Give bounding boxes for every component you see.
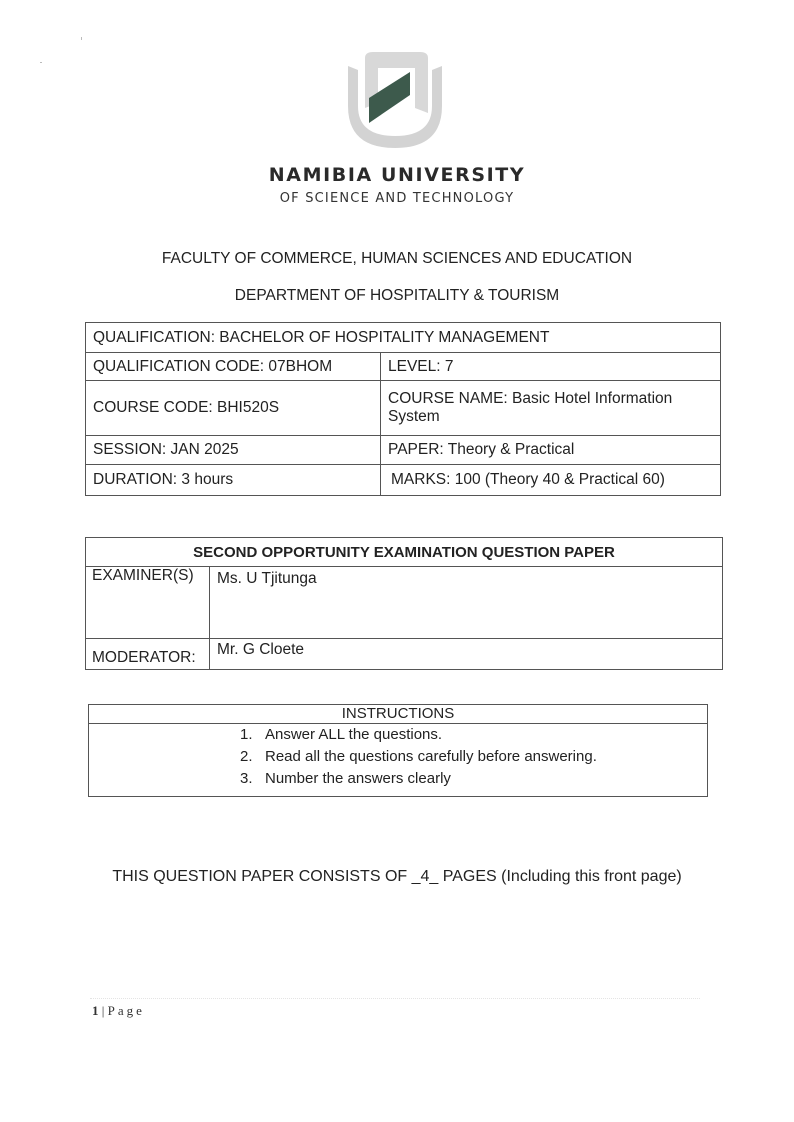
table-row <box>86 567 723 639</box>
page-footer <box>92 1003 145 1019</box>
faculty-heading: FACULTY OF COMMERCE, HUMAN SCIENCES AND EDUCATION <box>161 250 633 267</box>
moderator-value: Mr. G Cloete <box>210 639 723 670</box>
page-number: 1 <box>92 1003 99 1018</box>
instruction-text: Number the answers clearly <box>265 770 451 787</box>
instruction-number: 1. <box>240 726 253 743</box>
examiner-label: EXAMINER(S) <box>86 567 210 639</box>
instructions-title: INSTRUCTIONS <box>89 705 707 724</box>
university-name: NAMIBIA UNIVERSITY <box>268 164 526 186</box>
instruction-number: 2. <box>240 748 253 765</box>
instruction-number: 3. <box>240 770 253 787</box>
instructions-list <box>89 724 707 796</box>
instruction-text: Answer ALL the questions. <box>265 726 443 743</box>
instruction-text: Read all the questions carefully before answering. <box>265 748 597 765</box>
qualification-cell: QUALIFICATION: BACHELOR OF HOSPITALITY MANAGEMENT <box>86 323 721 353</box>
footer-separator: | <box>101 1003 105 1018</box>
course-name-cell <box>381 381 721 436</box>
course-name-line2: System <box>388 408 440 425</box>
course-name-line1: COURSE NAME: Basic Hotel Information <box>388 390 673 407</box>
table-row <box>86 639 723 670</box>
level-cell: LEVEL: 7 <box>381 353 721 381</box>
course-code-cell: COURSE CODE: BHI520S <box>86 381 381 436</box>
scan-speck <box>40 62 42 63</box>
table-row <box>86 436 721 465</box>
list-item <box>89 768 707 790</box>
university-subtitle: OF SCIENCE AND TECHNOLOGY <box>279 191 515 206</box>
duration-cell: DURATION: 3 hours <box>86 465 381 496</box>
instructions-box <box>88 704 708 797</box>
department-heading: DEPARTMENT OF HOSPITALITY & TOURISM <box>234 287 560 304</box>
qualification-code-cell: QUALIFICATION CODE: 07BHOM <box>86 353 381 381</box>
exam-title-cell: SECOND OPPORTUNITY EXAMINATION QUESTION PAPER <box>86 538 723 567</box>
table-row <box>86 323 721 353</box>
exam-info-table <box>85 537 723 670</box>
table-row <box>86 381 721 436</box>
page-word: Page <box>107 1003 145 1018</box>
list-item <box>89 746 707 768</box>
list-item <box>89 724 707 746</box>
university-logo <box>340 48 450 153</box>
examiner-value: Ms. U Tjitunga <box>210 567 723 639</box>
table-row <box>86 465 721 496</box>
qualification-table <box>85 322 721 496</box>
page-count-note: THIS QUESTION PAPER CONSISTS OF _4_ PAGES (Including this front page) <box>112 868 682 885</box>
footer-divider <box>90 998 700 999</box>
scan-speck <box>81 37 82 40</box>
moderator-label: MODERATOR: <box>86 639 210 670</box>
paper-cell: PAPER: Theory & Practical <box>381 436 721 465</box>
table-row <box>86 353 721 381</box>
shield-logo-icon <box>340 48 450 153</box>
session-cell: SESSION: JAN 2025 <box>86 436 381 465</box>
table-row <box>86 538 723 567</box>
marks-cell: MARKS: 100 (Theory 40 & Practical 60) <box>381 465 721 496</box>
